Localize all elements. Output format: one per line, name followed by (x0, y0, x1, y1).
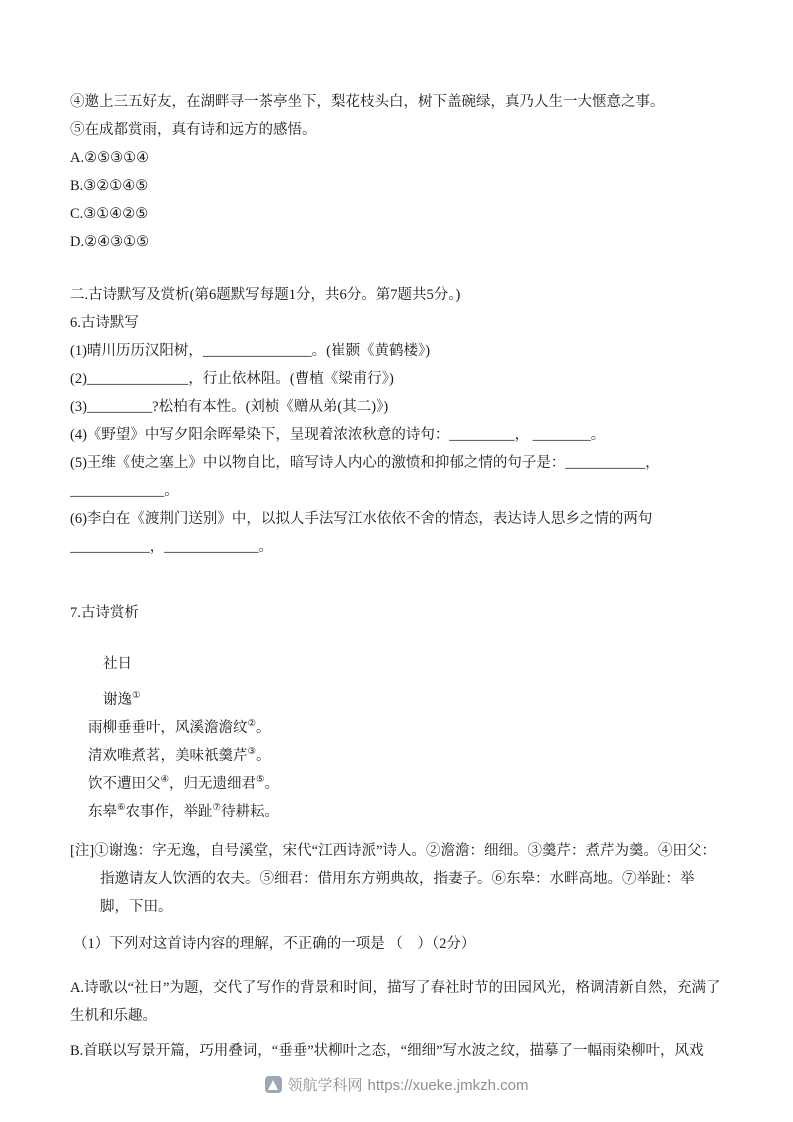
poem-line-1: 雨柳垂垂叶，风溪澹澹纹②。 (88, 719, 271, 736)
exam-content (70, 88, 723, 1065)
q6-item-5: (5)王维《使之塞上》中以物自比，暗写诗人内心的激愤和抑郁之情的句子是：___________，_____________。 (70, 455, 660, 499)
q6-item-3: (3)_________?松柏有本性。(刘桢《赠从弟(其二)》) (70, 399, 389, 415)
poem-line-4: 东皋⑥农事作，举趾⑦待耕耘。 (88, 803, 280, 820)
watermark-logo-icon (265, 1076, 282, 1093)
q7-option-a: A.诗歌以“社日”为题，交代了写作的背景和时间，描写了春社时节的田园风光，格调清新自然，充满了生机和乐趣。 (70, 980, 721, 1024)
ordering-option-a: A.②⑤③①④ (70, 150, 150, 166)
q7-option-b: B.首联以写景开篇，巧用叠词，“垂垂”状柳叶之态，“细细”写水波之纹，描摹了一幅雨染柳叶，风戏 (70, 1043, 704, 1059)
q6-item-4: (4)《野望》中写夕阳余晖晕染下，呈现着浓浓秋意的诗句：_________， ________。 (70, 427, 606, 443)
q6-item-2: (2)______________，行止依林阻。(曹植《梁甫行》) (70, 371, 394, 387)
question-7-title: 7.古诗赏析 (70, 605, 139, 621)
q6-item-6: (6)李白在《渡荆门送别》中，以拟人手法写江水依依不舍的情态，表达诗人思乡之情的两句___________，_____________。 (70, 511, 653, 555)
poem-line-2: 清欢唯煮茗，美味祇羹芹③。 (88, 747, 271, 764)
q6-item-1: (1)晴川历历汉阳树，_______________。(崔颢《黄鹤楼》) (70, 343, 431, 359)
poem-author: 谢逸① (103, 691, 141, 708)
poem-title: 社日 (103, 656, 132, 672)
section-two-heading: 二.古诗默写及赏析(第6题默写每题1分，共6分。第7题共5分。) (70, 287, 461, 303)
ordering-option-d: D.②④③①⑤ (70, 234, 150, 250)
ordering-sentence-5: ⑤在成都赏雨，真有诗和远方的感悟。 (70, 122, 317, 138)
watermark (0, 1076, 793, 1096)
ordering-option-b: B.③②①④⑤ (70, 178, 149, 194)
watermark-url: https://xueke.jmkzh.com (367, 1077, 529, 1094)
ordering-sentence-4: ④邀上三五好友，在湖畔寻一茶亭坐下，梨花枝头白，树下盖碗绿，真乃人生一大惬意之事。 (70, 94, 665, 110)
watermark-site-name: 领航学科网 (287, 1077, 363, 1094)
ordering-option-c: C.③①④②⑤ (70, 206, 149, 222)
q7-sub-question-1: （1）下列对这首诗内容的理解，不正确的一项是 （ ）（2分） (73, 936, 476, 952)
poem-line-3: 饮不遭田父④，归无遗细君⑤。 (88, 775, 280, 792)
poem-annotations: [注]①谢逸：字无逸，自号溪堂，宋代“江西诗派”诗人。②澹澹：细细。③羹芹：煮芹为羹。④田父：指邀请友人饮酒的农夫。⑤细君：借用东方朔典故，指妻子。⑥东皋：水畔高地。⑦举趾：举脚，下田。 (70, 843, 717, 915)
question-6-title: 6.古诗默写 (70, 315, 139, 331)
